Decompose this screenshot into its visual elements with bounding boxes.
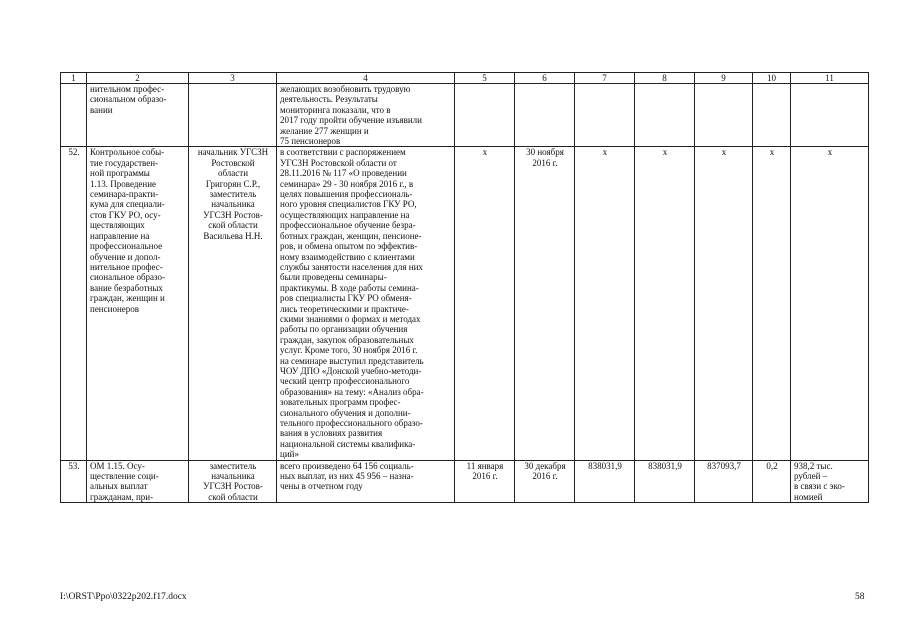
value-cell: 838031,9 bbox=[575, 460, 635, 503]
table-row bbox=[61, 84, 869, 147]
note-cell: х bbox=[791, 147, 869, 460]
end-date-cell bbox=[515, 84, 575, 147]
table-row bbox=[61, 147, 869, 460]
table-row bbox=[61, 460, 869, 503]
column-number: 4 bbox=[277, 73, 455, 84]
column-number: 7 bbox=[575, 73, 635, 84]
file-path: I:\ORST\Ppo\0322p202.f17.docx bbox=[60, 592, 187, 602]
note-cell bbox=[791, 84, 869, 147]
result-cell: желающих возобновить трудовую деятельность. Результаты мониторинга показали, что в 2017 году пройти обучение изъявили желание 277 женщин и 75 пенсионеров bbox=[277, 84, 455, 147]
value-cell bbox=[575, 84, 635, 147]
value-cell: х bbox=[575, 147, 635, 460]
page-number: 58 bbox=[855, 592, 865, 602]
value-cell: 838031,9 bbox=[635, 460, 695, 503]
result-cell: всего произведено 64 156 социаль- ных выплат, из них 45 956 – назна- чены в отчетном году bbox=[277, 460, 455, 503]
value-cell: х bbox=[635, 147, 695, 460]
column-number: 1 bbox=[61, 73, 87, 84]
result-cell: в соответствии с распоряжением УГСЗН Ростовской области от 28.11.2016 № 117 «О проведении семинара» 29 - 30 ноября 2016 г., в целях повышения профессиональ- ного уровня специалистов ГКУ РО, осуществляющих направление на профессиональное обучение безра- ботных граждан, женщин, пенсионе- ров, и обмена опытом по эффектив- ному взаимодействию с клиентами службы занятости населения для них были проведены семинары- практикумы. В ходе работы семина- ров специалисты ГКУ РО обменя- лись теоретическими и практиче- скими знаниями о формах и методах работы по организации обучения граждан, закупок образовательных услуг. Кроме того, 30 ноября 2016 г. на семинаре выступил представитель ЧОУ ДПО «Донской учебно-методи- ческий центр профессионального образования» на тему: «Анализ обра- зовательных программ профес- сионального обучения и дополни- тельного профессионального образо- вания в условиях развития национальной системы квалифика- ций» bbox=[277, 147, 455, 460]
value-cell: х bbox=[695, 147, 753, 460]
value-cell: 837093,7 bbox=[695, 460, 753, 503]
column-number: 11 bbox=[791, 73, 869, 84]
event-name-cell: нительном профес- сиональном образо- вании bbox=[87, 84, 189, 147]
value-cell bbox=[753, 84, 791, 147]
start-date-cell bbox=[455, 84, 515, 147]
event-name-cell: ОМ 1.15. Осу- ществление соци- альных выплат гражданам, при- bbox=[87, 460, 189, 503]
column-number: 3 bbox=[189, 73, 277, 84]
value-cell bbox=[635, 84, 695, 147]
responsible-cell: заместитель начальника УГСЗН Ростов- ской области bbox=[189, 460, 277, 503]
column-number: 5 bbox=[455, 73, 515, 84]
start-date-cell: х bbox=[455, 147, 515, 460]
row-number-cell: 52. bbox=[61, 147, 87, 460]
column-number: 2 bbox=[87, 73, 189, 84]
end-date-cell: 30 ноября 2016 г. bbox=[515, 147, 575, 460]
column-number: 10 bbox=[753, 73, 791, 84]
report-table bbox=[60, 72, 869, 503]
start-date-cell: 11 января 2016 г. bbox=[455, 460, 515, 503]
responsible-cell bbox=[189, 84, 277, 147]
column-number-row bbox=[61, 73, 869, 84]
note-cell: 938,2 тыс. рублей – в связи с эко- номией bbox=[791, 460, 869, 503]
value-cell: х bbox=[753, 147, 791, 460]
end-date-cell: 30 декабря 2016 г. bbox=[515, 460, 575, 503]
responsible-cell: начальник УГСЗН Ростовской области Григорян С.Р., заместитель начальника УГСЗН Ростов- ской области Васильева Н.Н. bbox=[189, 147, 277, 460]
value-cell bbox=[695, 84, 753, 147]
value-cell: 0,2 bbox=[753, 460, 791, 503]
row-number-cell bbox=[61, 84, 87, 147]
event-name-cell: Контрольное собы- тие государствен- ной программы 1.13. Проведение семинара-практи- кума для специали- стов ГКУ РО, осу- ществляющих направление на профессиональное обучение и допол- нительное профес- сиональное образо- вание безработных граждан, женщин и пенсионеров bbox=[87, 147, 189, 460]
row-number-cell: 53. bbox=[61, 460, 87, 503]
column-number: 6 bbox=[515, 73, 575, 84]
column-number: 9 bbox=[695, 73, 753, 84]
column-number: 8 bbox=[635, 73, 695, 84]
